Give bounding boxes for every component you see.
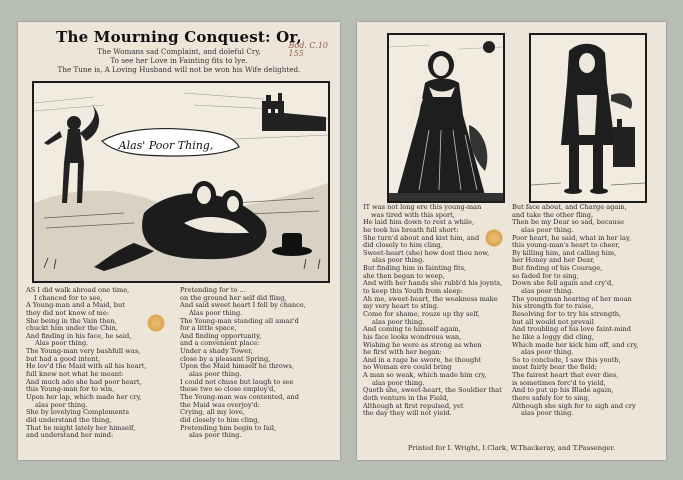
verse-line: The Young-man standing all amaz'd [180,317,299,325]
verse-line: Down she fell again and cry'd, [512,280,614,288]
refrain-line: alas poor thing. [35,401,88,409]
verse-line: did understand the thing, [26,416,112,424]
verse-line: So to conclude, I saw this youth, [512,356,621,364]
printer-imprint: Printed for I. Wright, I.Clark, W.Thackeray, and T.Passenger. [407,444,616,452]
verse-line: And in a rage he swore, he thought [363,356,482,364]
handwritten-shelfmark: Bod. C.10 155 [288,41,328,58]
subtitle-line: To see her Love in Fainting fits to lye. [110,56,248,65]
tune-line: The Tune is, A Loving Husband will not be won his Wife delighted. [57,65,301,74]
verse-line: But face about, and Charge again, [512,204,627,211]
verse-line: Pretending for to ... [180,287,246,294]
banner-text: Alas' Poor Thing, [118,139,214,152]
verse-column-left-2 [180,287,335,440]
verse-line: and understand her mind: [26,432,114,440]
verse-line: And coming to himself again, [363,326,461,334]
verse-line: Quoth she, sweet-heart, the Souldier that [363,387,502,395]
verse-line: And said sweet heart I fell by chance, [180,302,306,310]
verse-line: Although at first repulsed, yet [363,402,464,410]
verse-line: He laid him down to rest a while, [363,219,475,227]
verse-line: Under a shady Tower, [180,348,253,356]
verse-line: Come for shame, rouze up thy self, [363,310,480,318]
verse-line: And finding opportunity, [180,332,262,340]
verse-line: his strength for to raise, [512,303,594,311]
ballad-title: The Mourning Conquest: Or, [56,28,302,46]
verse-line: The fairest heart that ever dies, [512,372,619,380]
verse-line: so faded for to sing, [512,272,579,280]
verse-line: her Honey and her Dear, [512,257,595,265]
verse-line: close by a pleasant Spring, [180,355,271,363]
verse-line: and take the other fling, [512,211,594,219]
verse-line: his face looks wondrous wan, [363,333,462,341]
verse-line: is sometimes forc'd to yield, [512,379,606,387]
verse-line: the day they will not yield. [363,410,452,418]
verse-line: they did not know of me: [26,309,110,317]
verse-line: She turn'd about and kist him, and [363,234,480,242]
verse-line: my very heart to sting. [363,303,440,311]
verse-line: She by lovelying Complements [26,409,129,417]
verse-line: The Young-man was contented, and [180,393,299,401]
refrain-line: Alas poor thing. [35,340,89,348]
subtitle-line: The Womans sad Complaint, and doleful Cry, [97,47,261,56]
verse-line: these two so close employ'd, [180,386,276,394]
verse-line: Then be my Dear so sad, because [512,219,625,227]
verse-column-left-1 [26,287,176,440]
refrain-line: alas poor thing. [521,410,574,418]
verse-line: did closely to him cling, [180,416,260,424]
verse-line: The youngman hearing of her moan [512,295,632,303]
verse-line: He lov'd the Maid with all his heart, [26,363,147,371]
verse-line: for a little space, [180,325,237,333]
refrain-line: alas poor thing. [372,257,425,265]
verse-line: A man so weak, which made him cry, [363,372,487,380]
left-broadside-sheet [18,22,340,460]
verse-line: Wishing he were as strong as when [363,341,482,349]
verse-line: IT was not long ere this young-man [363,204,482,211]
verse-line: Sweet-heart (she) how dost thou now, [363,249,490,257]
verse-line: this Young-man for to win, [26,386,115,394]
verse-line: no Woman ere could bring [363,364,452,372]
verse-line: Crying, all my love, [180,409,245,417]
verse-line: this young-man's heart to cheer, [512,242,620,250]
verse-line: And with her hands she rubb'd his joynts, [363,280,503,288]
verse-column-right-2 [512,204,662,418]
refrain-line: alas poor thing. [189,432,242,440]
verse-line: doth venture in the Field, [363,395,449,403]
verse-line: And troubling of his love faint-mind [512,326,631,334]
verse-line: he like a loggy did cling, [512,333,594,341]
refrain-line: alas poor thing. [372,318,425,326]
verse-line: Upon the Maid himself he throws, [180,363,295,371]
verse-line: A Young-man and a Maid, but [26,302,125,310]
verse-line: I chanced for to see, [34,294,103,302]
verse-line: That he might lately her himself, [26,424,136,432]
verse-line: she then began to weep, [363,272,445,280]
verse-line: And much ado she had poor heart, [26,378,142,386]
library-stamp [485,229,503,247]
verse-line: And to put up his Blade again, [512,387,614,395]
verse-line: he took his breath full short: [363,226,459,234]
verse-line: But finding of his Courage, [512,265,603,273]
verse-line: to keep this Youth from sleep: [363,288,463,296]
verse-line: there safely for to sing, [512,395,590,403]
verse-line: Poor heart, he said, what in her lay, [512,234,631,242]
verse-line: did closely to him cling, [363,242,443,250]
verse-line: But finding him in fainting fits, [363,265,467,273]
verse-line: and a convenient place: [180,340,260,348]
refrain-line: alas poor thing. [521,349,574,357]
verse-line: on the ground her self did fling, [180,294,287,302]
verse-line: And finding in his face, he said, [26,332,132,340]
woodcut-woman-portrait [387,33,505,203]
verse-line: The Young-man very bashfull was, [26,348,141,356]
verse-line: Resolving for to try his strength, [512,310,622,318]
verse-line: She being in the Vain then, [26,317,117,325]
library-stamp [147,314,165,332]
refrain-line: Alas poor thing. [189,309,243,317]
refrain-line: alas poor thing. [189,371,242,379]
woodcut-image [34,83,328,281]
verse-line: Which made her kick him off, and cry, [512,341,639,349]
verse-line: was tired with this sport, [371,211,455,219]
verse-line: Upon her lap, which made her cry, [26,393,142,401]
verse-line: the Maid was overjoy'd: [180,401,260,409]
refrain-line: alas poor thing. [521,288,574,296]
verse-line: I could not chuse but laugh to see [180,378,294,386]
verse-line: AS I did walk abroad one time, [26,287,130,294]
man-figure-image [531,35,645,201]
woodcut-lovers-illustration [32,81,330,283]
verse-line: full knew not what he meant: [26,371,124,379]
verse-line: but had a good intent, [26,355,101,363]
verse-line: Pretending him begin to fail, [180,424,277,432]
verse-line: he first with her began: [363,349,442,357]
refrain-line: alas poor thing. [372,379,425,387]
woman-figure-image [389,35,503,201]
verse-line: chuckt him under the Chin, [26,325,118,333]
right-broadside-sheet [357,22,666,460]
verse-line: most fairly bear the field; [512,364,597,372]
woodcut-man-portrait [529,33,647,203]
verse-line: Ah me, sweet-heart, the weakness make [363,295,498,303]
verse-line: Although she sigh for to sigh and cry [512,402,636,410]
refrain-line: alas poor thing. [521,226,574,234]
verse-line: but all would not prevail [512,318,594,326]
verse-line: By killing him, and calling him, [512,249,617,257]
